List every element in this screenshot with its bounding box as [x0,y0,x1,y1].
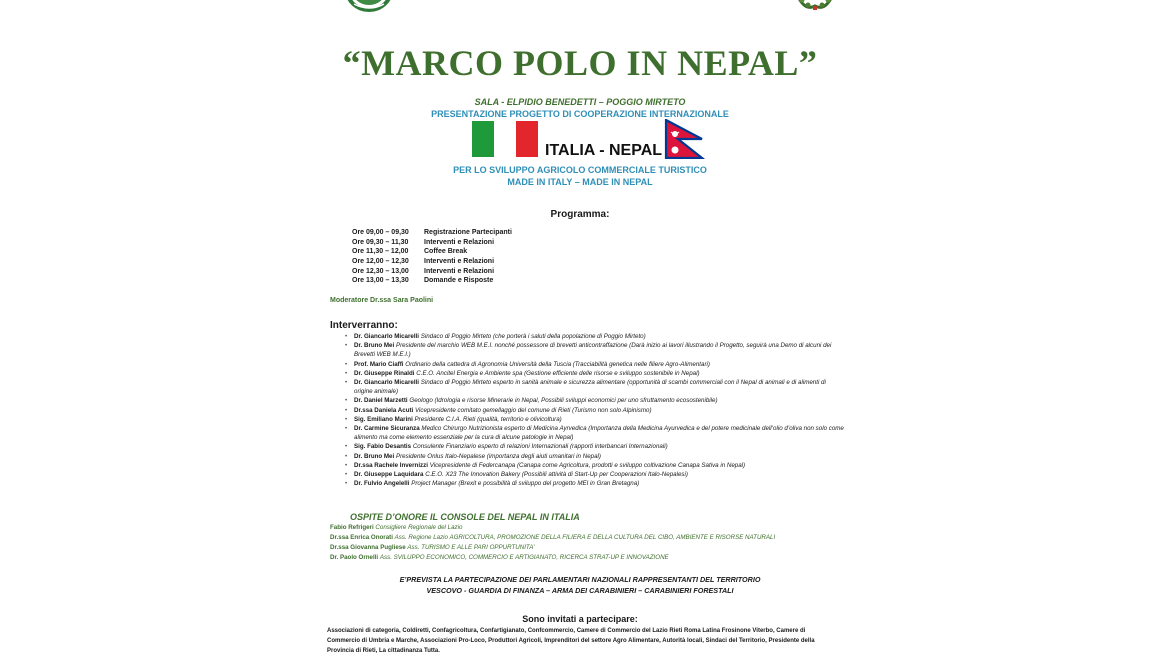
municipal-seal-icon [344,0,394,16]
schedule-row: Ore 09,00 – 09,30 Registrazione Partecipanti [352,229,512,236]
schedule-list [352,228,512,286]
guest-of-honor: OSPITE D’ONORE IL CONSOLE DEL NEPAL IN ITALIA [350,512,580,522]
schedule-row: Ore 09,30 – 11,30 Interventi e Relazioni [352,238,495,246]
nepal-flag-icon [664,119,706,159]
sector-line: PER LO SVILUPPO AGRICOLO COMMERCIALE TURISTICO [453,165,707,175]
list-item: • Dr. Bruno Mei Presidente del marchio WEB M.E.I. nonché possessore di brevetti anticontraffazione (Darà inizio ai lavori illustrando il Progetto, seguirà una Demo di alcuni dei Brevetti WEB M.E.I.) [345,342,832,359]
officials-list [330,523,775,563]
speakers-list [345,332,845,488]
list-item: • Sig. Fabio Desantis Consulente Finanziario esperto di relazioni Internazionali (rapporti interbancari Internazionali) [345,443,668,451]
list-item: • Dr. Carmine Sicuranza Medico Chirurgo Nutrizionista esperto di Medicina Ayrvedica (Importanza della Medicina Ayurvedica e del potere medicinale dell’olio d’oliva non solo come alimento ma come elemento essenziale per la cura di alcune patologie in Nepal) [345,425,844,442]
list-item: Dr. Paolo Ornelli Ass. SVILUPPO ECONOMICO, COMMERCIO E ARTIGIANATO, RICERCA STRAT-UP E INNOVAZIONE [330,554,669,561]
venue-line: SALA - ELPIDIO BENEDETTI – POGGIO MIRTETO [474,97,686,107]
list-item: • Dr. Giancarlo Micarelli Sindaco di Poggio Mirteto (che porterà i saluti della popolazione di Poggio Mirteto) [345,333,646,340]
list-item: • Dr. Giuseppe Laquidara C.E.O. X23 The Innovation Bakery (Possibili attività di Start-Up per Cooperazioni Italo-Nepalesi) [345,471,688,479]
list-item: • Dr.ssa Rachele Invernizzi Vicepresidente di Federcanapa (Canapa come Agricoltura, prodotti e sviluppo coltivazione Canapa Sativa in Nepal) [345,461,746,469]
schedule-row: Ore 12,00 – 12,30 Interventi e Relazioni [352,258,495,266]
schedule-row: Ore 12,30 – 13,00 Interventi e Relazioni [352,267,495,275]
invited-text: Associazioni di categoria, Coldiretti, Confagricoltura, Confartigianato, Confcommercio, Camere di Commercio del Lazio Rieti Roma Latina Frosinone Viterbo, Camere di Commercio di Umbria e Marche, Associazioni Pro-Loco, Produttori Agricoli, Imprenditori del settore Agro Alimentare, Autorità locali, Sindaci del Territorio, Presidente della Provincia di Rieti, La cittadinanza Tutta. [327,628,815,654]
list-item: • Dr. Fulvio Angelelli Project Manager (Brexit e possibilità di sviluppo del progetto MEI in Gran Bretagna) [345,480,640,488]
page-title: “MARCO POLO IN NEPAL” [342,43,818,83]
list-item: • Dr.ssa Daniela Acuti Vicepresidente comitato gemellaggio del comune di Rieti (Turismo non solo Alpinismo) [345,406,652,414]
countries-heading: ITALIA - NEPAL [545,142,663,159]
list-item: • Dr. Giuseppe Rinaldi C.E.O. Ancitel Energia e Ambiente spa (Gestione efficiente delle risorse e sviluppo sostenibile in Nepal) [345,369,700,377]
list-item: Dr.ssa Enrica Onorati Ass. Regione Lazio AGRICOLTURA, PROMOZIONE DELLA FILIERA E DELLA CULTURA DEL CIBO, AMBIENTE E RISORSE NATURALI [330,534,776,541]
list-item: • Sig. Emiliano Marini Presidente C.I.A. Rieti (qualità, territorio e olivicoltura) [345,415,562,423]
emblem-wreath-icon [790,0,840,16]
madein-line: MADE IN ITALY – MADE IN NEPAL [507,177,653,187]
moderator-line: Moderatore Dr.ssa Sara Paolini [330,297,434,304]
schedule-row: Ore 11,30 – 12,00 Coffee Break [352,248,468,256]
list-item: • Prof. Mario Ciaffi Ordinario della cattedra di Agronomia Università della Tuscia (Tracciabilità genetica nelle filiere Agro-Alimentari) [345,360,710,368]
presentation-line: PRESENTAZIONE PROGETTO DI COOPERAZIONE INTERNAZIONALE [431,109,729,119]
list-item: Fabio Refrigeri Consigliere Regionale del Lazio [330,524,463,531]
expected-line-1: E’PREVISTA LA PARTECIPAZIONE DEI PARLAMENTARI NAZIONALI RAPPRESENTANTI DEL TERRITORIO [399,575,761,584]
list-item: • Dr. Bruno Mei Presidente Onlus Italo-Nepalese (importanza degli aiuti umanitari in Nepal) [345,452,601,460]
list-item: • Dr. Giancarlo Micarelli Sindaco di Poggio Mirteto esperto in sanità animale e sicurezza alimentare (opportunità di scambi commerciali con il Nepal di animali e di alimenti di origine animale) [345,379,826,396]
program-title: Programma: [550,209,610,220]
list-item: • Dr. Daniel Marzetti Geologo (Idrologia e risorse Minerarie in Nepal, Possibili sviluppi economici per uno sfruttamento ecosostenibile) [345,397,718,405]
speakers-title: Interverranno: [330,320,398,331]
invited-title: Sono invitati a partecipare: [522,614,638,624]
expected-line-2: VESCOVO - GUARDIA DI FINANZA – ARMA DEI CARABINIERI – CARABINIERI FORESTALI [426,586,734,595]
schedule-row: Ore 13,00 – 13,30 Domande e Risposte [352,277,494,285]
list-item: Dr.ssa Giovanna Pugliese Ass. TURISMO E ALLE PARI OPPURTUNITA’ [330,544,535,551]
italy-flag-icon [472,121,538,157]
